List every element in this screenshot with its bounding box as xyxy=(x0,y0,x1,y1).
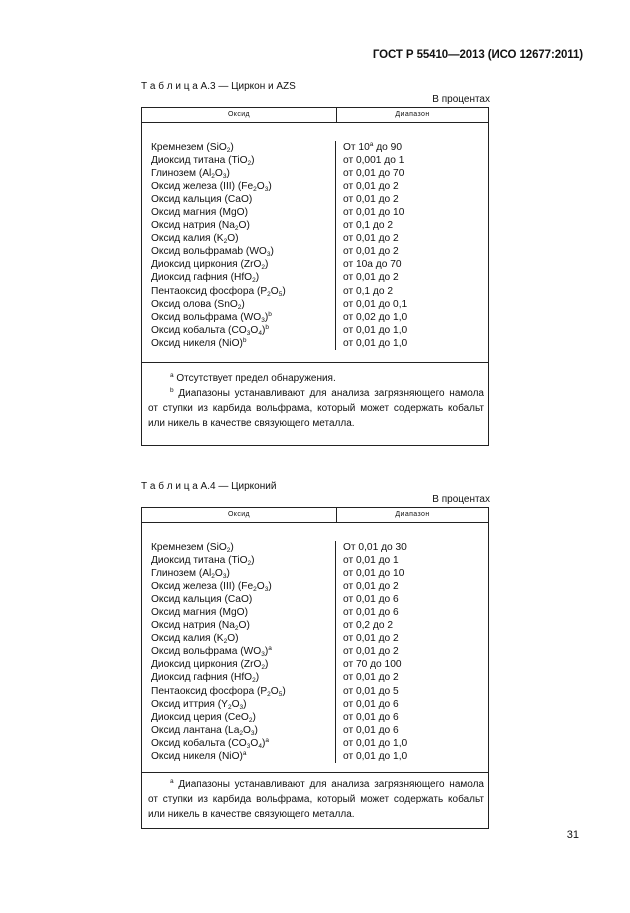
table-cell-oxide: Оксид лантана $(La_2O_3)$ xyxy=(151,724,258,737)
table-cell-range: от 0,01 до 2 xyxy=(343,633,399,645)
table-cell-range: от 0,01 до 10 xyxy=(343,207,405,219)
table-cell-oxide: Оксид никеля (NiO)$^a$ xyxy=(151,749,247,762)
table-a3-units: В процентах xyxy=(432,94,490,105)
table-a3 xyxy=(141,107,489,446)
page-number: 31 xyxy=(566,829,579,841)
table-cell-oxide: Оксид кобальта $(CO_3O_4)^a$ xyxy=(151,736,269,750)
table-cell-range: от 0,01 до 1,0 xyxy=(343,337,408,349)
table-cell-range: от 0,01 до 6 xyxy=(343,724,399,736)
table-a4-body xyxy=(142,523,488,773)
table-cell-oxide: Пентаоксид фосфора $(P_2O_5)$ xyxy=(151,285,286,298)
table-a4-oxide-column xyxy=(142,541,336,763)
table-cell-oxide: Диоксид циркония (ZrO$_2$) xyxy=(151,259,269,272)
table-cell-range: от 0,01 до 2 xyxy=(343,646,399,658)
table-a3-header-oxide: Оксид xyxy=(142,108,337,122)
table-cell-oxide: Оксид вольфрама $(WO_3)^b$ xyxy=(151,310,272,324)
table-cell-oxide: Оксид железа (III) $(Fe_2O_3)$ xyxy=(151,181,272,194)
table-cell-oxide: Глинозем $(Al_2O_3)$ xyxy=(151,168,230,181)
table-cell-range: от 70 до 100 xyxy=(343,659,402,671)
table-cell-oxide: Оксид олова (SnO$_2$) xyxy=(151,298,245,311)
table-cell-oxide: Диоксид циркония (ZrO$_2$) xyxy=(151,659,269,672)
table-cell-range: от 0,1 до 2 xyxy=(343,220,394,232)
table-cell-oxide: Оксид никеля (NiO)$^b$ xyxy=(151,336,247,349)
table-cell-range: От 10$^a$ до 90 xyxy=(343,141,402,153)
table-cell-oxide: Оксид натрия $(Na_2O)$ xyxy=(151,620,250,633)
table-cell-oxide: Диоксид титана (TiO$_2$) xyxy=(151,555,255,568)
table-a4-header-row xyxy=(142,508,488,523)
table-cell-oxide: Оксид магния (MgO) xyxy=(151,607,248,619)
table-cell-oxide: Оксид вольфрама $(WO_3)^a$ xyxy=(151,645,272,659)
table-cell-range: от 0,01 до 6 xyxy=(343,698,399,710)
table-cell-range: от 0,01 до 2 xyxy=(343,181,399,193)
table-cell-range: от 0,01 до 10 xyxy=(343,568,405,580)
table-cell-oxide: Оксид кальция (CaO) xyxy=(151,194,253,206)
table-cell-range: от 0,01 до 70 xyxy=(343,168,405,180)
table-cell-oxide: Оксид кобальта $(CO_3O_4)^b$ xyxy=(151,323,269,337)
table-cell-oxide: Оксид калия $(K_2O)$ xyxy=(151,633,239,646)
table-cell-range: от 0,02 до 1,0 xyxy=(343,311,408,323)
table-cell-oxide: Оксид иттрия $(Y_2O_3)$ xyxy=(151,698,247,711)
table-cell-oxide: Пентаоксид фосфора $(P_2O_5)$ xyxy=(151,685,286,698)
table-cell-range: от 0,01 до 6 xyxy=(343,594,399,606)
table-a3-header-range: Диапазон xyxy=(395,111,430,118)
table-cell-range: от 0,01 до 1 xyxy=(343,555,399,567)
table-cell-range: от 0,01 до 2 xyxy=(343,672,399,684)
table-cell-oxide: Кремнезем (SiO$_2$) xyxy=(151,142,234,154)
table-cell-oxide: Оксид калия $(K_2O)$ xyxy=(151,233,239,246)
table-cell-range: от 0,01 до 6 xyxy=(343,607,399,619)
table-a3-notes xyxy=(142,363,488,445)
table-a4 xyxy=(141,507,489,829)
table-a4-header-range: Диапазон xyxy=(395,511,430,518)
table-a3-caption: Т а б л и ц а А.3 — Циркон и AZS xyxy=(141,81,296,92)
table-a3-oxide-column xyxy=(142,141,336,350)
table-cell-range: От 0,01 до 30 xyxy=(343,542,407,553)
table-cell-oxide: Оксид натрия $(Na_2O)$ xyxy=(151,220,250,233)
table-cell-oxide: Диоксид титана (TiO$_2$) xyxy=(151,155,255,168)
table-cell-oxide: Оксид железа (III) $(Fe_2O_3)$ xyxy=(151,581,272,594)
table-a3-header-row xyxy=(142,108,488,123)
table-cell-oxide: Диоксид церия (CeO$_2$) xyxy=(151,711,256,724)
table-a4-header-oxide: Оксид xyxy=(142,508,337,522)
table-cell-oxide: Оксид кальция (CaO) xyxy=(151,594,253,606)
table-cell-oxide: Диоксид гафния (HfO$_2$) xyxy=(151,272,260,285)
table-a3-range-column xyxy=(336,141,488,350)
table-cell-range: от 0,01 до 2 xyxy=(343,246,399,258)
table-a3-body xyxy=(142,123,488,363)
table-a4-range-column xyxy=(336,541,488,763)
table-cell-range: от 0,01 до 2 xyxy=(343,233,399,245)
table-cell-range: от 0,2 до 2 xyxy=(343,620,394,632)
table-cell-range: от 0,001 до 1 xyxy=(343,155,405,167)
table-cell-range: от 0,01 до 5 xyxy=(343,685,399,697)
table-a4-units: В процентах xyxy=(432,494,490,505)
document-header: ГОСТ Р 55410—2013 (ИСО 12677:2011) xyxy=(372,49,583,61)
table-cell-oxide: Оксид магния (MgO) xyxy=(151,207,248,219)
table-footnote: $^a$ Отсутствует предел обнаружения. xyxy=(170,371,336,384)
table-cell-oxide: Кремнезем (SiO$_2$) xyxy=(151,542,234,554)
table-cell-range: от 0,01 до 2 xyxy=(343,272,399,284)
table-a4-caption: Т а б л и ц а А.4 — Цирконий xyxy=(141,481,277,492)
table-cell-range: от 10a до 70 xyxy=(343,259,402,271)
table-cell-range: от 0,1 до 2 xyxy=(343,285,394,297)
table-cell-range: от 0,01 до 2 xyxy=(343,194,399,206)
table-cell-oxide: Глинозем $(Al_2O_3)$ xyxy=(151,568,230,581)
table-cell-oxide: Диоксид гафния (HfO$_2$) xyxy=(151,672,260,685)
table-cell-range: от 0,01 до 1,0 xyxy=(343,324,408,336)
table-a4-notes xyxy=(142,773,488,828)
table-cell-range: от 0,01 до 6 xyxy=(343,711,399,723)
table-cell-range: от 0,01 до 0,1 xyxy=(343,298,408,310)
table-cell-range: от 0,01 до 1,0 xyxy=(343,737,408,749)
table-cell-oxide: Оксид вольфрамаb $(WO_3)$ xyxy=(151,246,274,259)
table-cell-range: от 0,01 до 2 xyxy=(343,581,399,593)
table-footnote: $^b$ Диапазоны устанавливают для анализа загрязняющего намола от ступки из карбида вольфрама, который может содержать кобальт или никель в качестве связующего металла. xyxy=(148,386,484,429)
table-footnote: $^a$ Диапазоны устанавливают для анализа загрязняющего намола от ступки из карбида вольфрама, который может содержать кобальт или никель в качестве связующего металла. xyxy=(148,777,484,820)
table-cell-range: от 0,01 до 1,0 xyxy=(343,750,408,762)
